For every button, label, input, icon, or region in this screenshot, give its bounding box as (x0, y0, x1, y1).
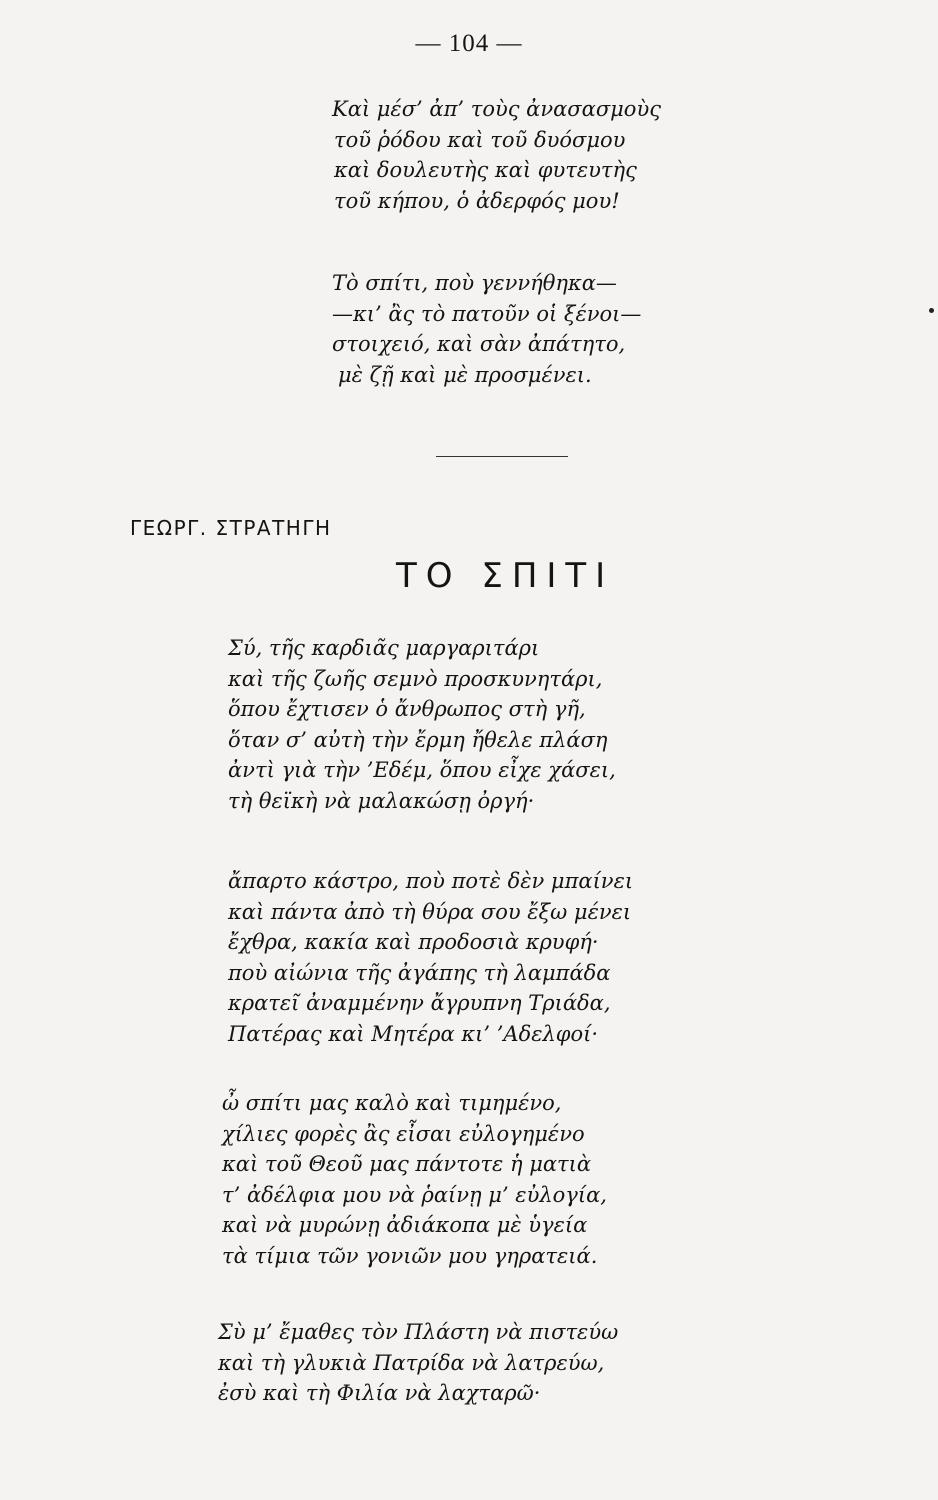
verse-line: μὲ ζῇ καὶ μὲ προσμένει. (338, 362, 592, 387)
verse-line: Καὶ μέσ’ ἀπ’ τοὺς ἀνασασμοὺς (332, 97, 661, 121)
poem-stanza-3 (222, 1088, 607, 1271)
page-number: — 104 — (415, 30, 523, 57)
stanza-top-2 (332, 268, 641, 390)
verse-line: καὶ τῆς ζωῆς σεμνὸ προσκυνητάρι, (228, 666, 603, 691)
verse-line: Πατέρας καὶ Μητέρα κι’ ’Αδελφοί· (228, 1021, 599, 1046)
verse-line: τοῦ ῥόδου καὶ τοῦ δυόσμου (334, 127, 626, 152)
verse-line: κρατεῖ ἀναμμένην ἄγρυπνη Τριάδα, (228, 991, 611, 1015)
verse-line: ἔχθρα, κακία καὶ προδοσιὰ κρυφή· (228, 930, 599, 954)
verse-line: ὦ σπίτι μας καλὸ καὶ τιμημένο, (222, 1091, 562, 1115)
verse-line: Τὸ σπίτι, ποὺ γεννήθηκα— (332, 271, 617, 295)
verse-line: Σὺ μ’ ἔμαθες τὸν Πλάστη νὰ πιστεύω (218, 1320, 619, 1344)
stanza-top-1 (332, 94, 661, 216)
verse-line: ὅπου ἔχτισεν ὁ ἄνθρωπος στὴ γῆ, (228, 697, 586, 721)
verse-line: τοῦ κήπου, ὁ ἀδερφός μου! (334, 188, 620, 213)
verse-line: Σύ, τῆς καρδιᾶς μαργαριτάρι (228, 636, 540, 660)
verse-line: τ’ ἀδέλφια μου νὰ ῥαίνῃ μ’ εὐλογία, (222, 1182, 607, 1207)
poem-title: ΤΟ ΣΠΙΤΙ (396, 556, 615, 596)
verse-line: στοιχειό, καὶ σὰν ἀπάτητο, (332, 332, 626, 356)
ink-spot (929, 308, 934, 313)
verse-line: —κι’ ἂς τὸ πατοῦν οἱ ξένοι— (332, 301, 642, 326)
verse-line: τὴ θεϊκὴ νὰ μαλακώσῃ ὀργή· (228, 788, 535, 813)
verse-line: ἀντὶ γιὰ τὴν ’Εδέμ, ὅπου εἶχε χάσει, (228, 758, 616, 782)
poem-stanza-1 (228, 633, 616, 816)
verse-line: ὅταν σ’ αὐτὴ τὴν ἔρμη ἤθελε πλάση (228, 727, 608, 752)
poem-stanza-2 (228, 866, 633, 1049)
section-divider (436, 456, 568, 457)
author-name: ΓΕΩΡΓ. ΣΤΡΑΤΗΓΗ (130, 516, 332, 540)
verse-line: καὶ νὰ μυρώνῃ ἀδιάκοπα μὲ ὑγεία (222, 1213, 588, 1237)
verse-line: χίλιες φορὲς ἂς εἶσαι εὐλογημένο (222, 1121, 585, 1146)
verse-line: τὰ τίμια τῶν γονιῶν μου γηρατειά. (222, 1243, 598, 1268)
verse-line: καὶ πάντα ἀπὸ τὴ θύρα σου ἔξω μένει (228, 899, 632, 924)
verse-line: καὶ δουλευτὴς καὶ φυτευτὴς (334, 158, 637, 182)
verse-line: καὶ τὴ γλυκιὰ Πατρίδα νὰ λατρεύω, (218, 1350, 605, 1375)
verse-line: ἐσὺ καὶ τὴ Φιλία νὰ λαχταρῶ· (218, 1381, 541, 1405)
poem-stanza-4 (218, 1317, 618, 1409)
verse-line: καὶ τοῦ Θεοῦ μας πάντοτε ἡ ματιὰ (222, 1152, 592, 1176)
verse-line: ἄπαρτο κάστρο, ποὺ ποτὲ δὲν μπαίνει (228, 869, 634, 893)
verse-line: ποὺ αἰώνια τῆς ἀγάπης τὴ λαμπάδα (228, 960, 611, 985)
